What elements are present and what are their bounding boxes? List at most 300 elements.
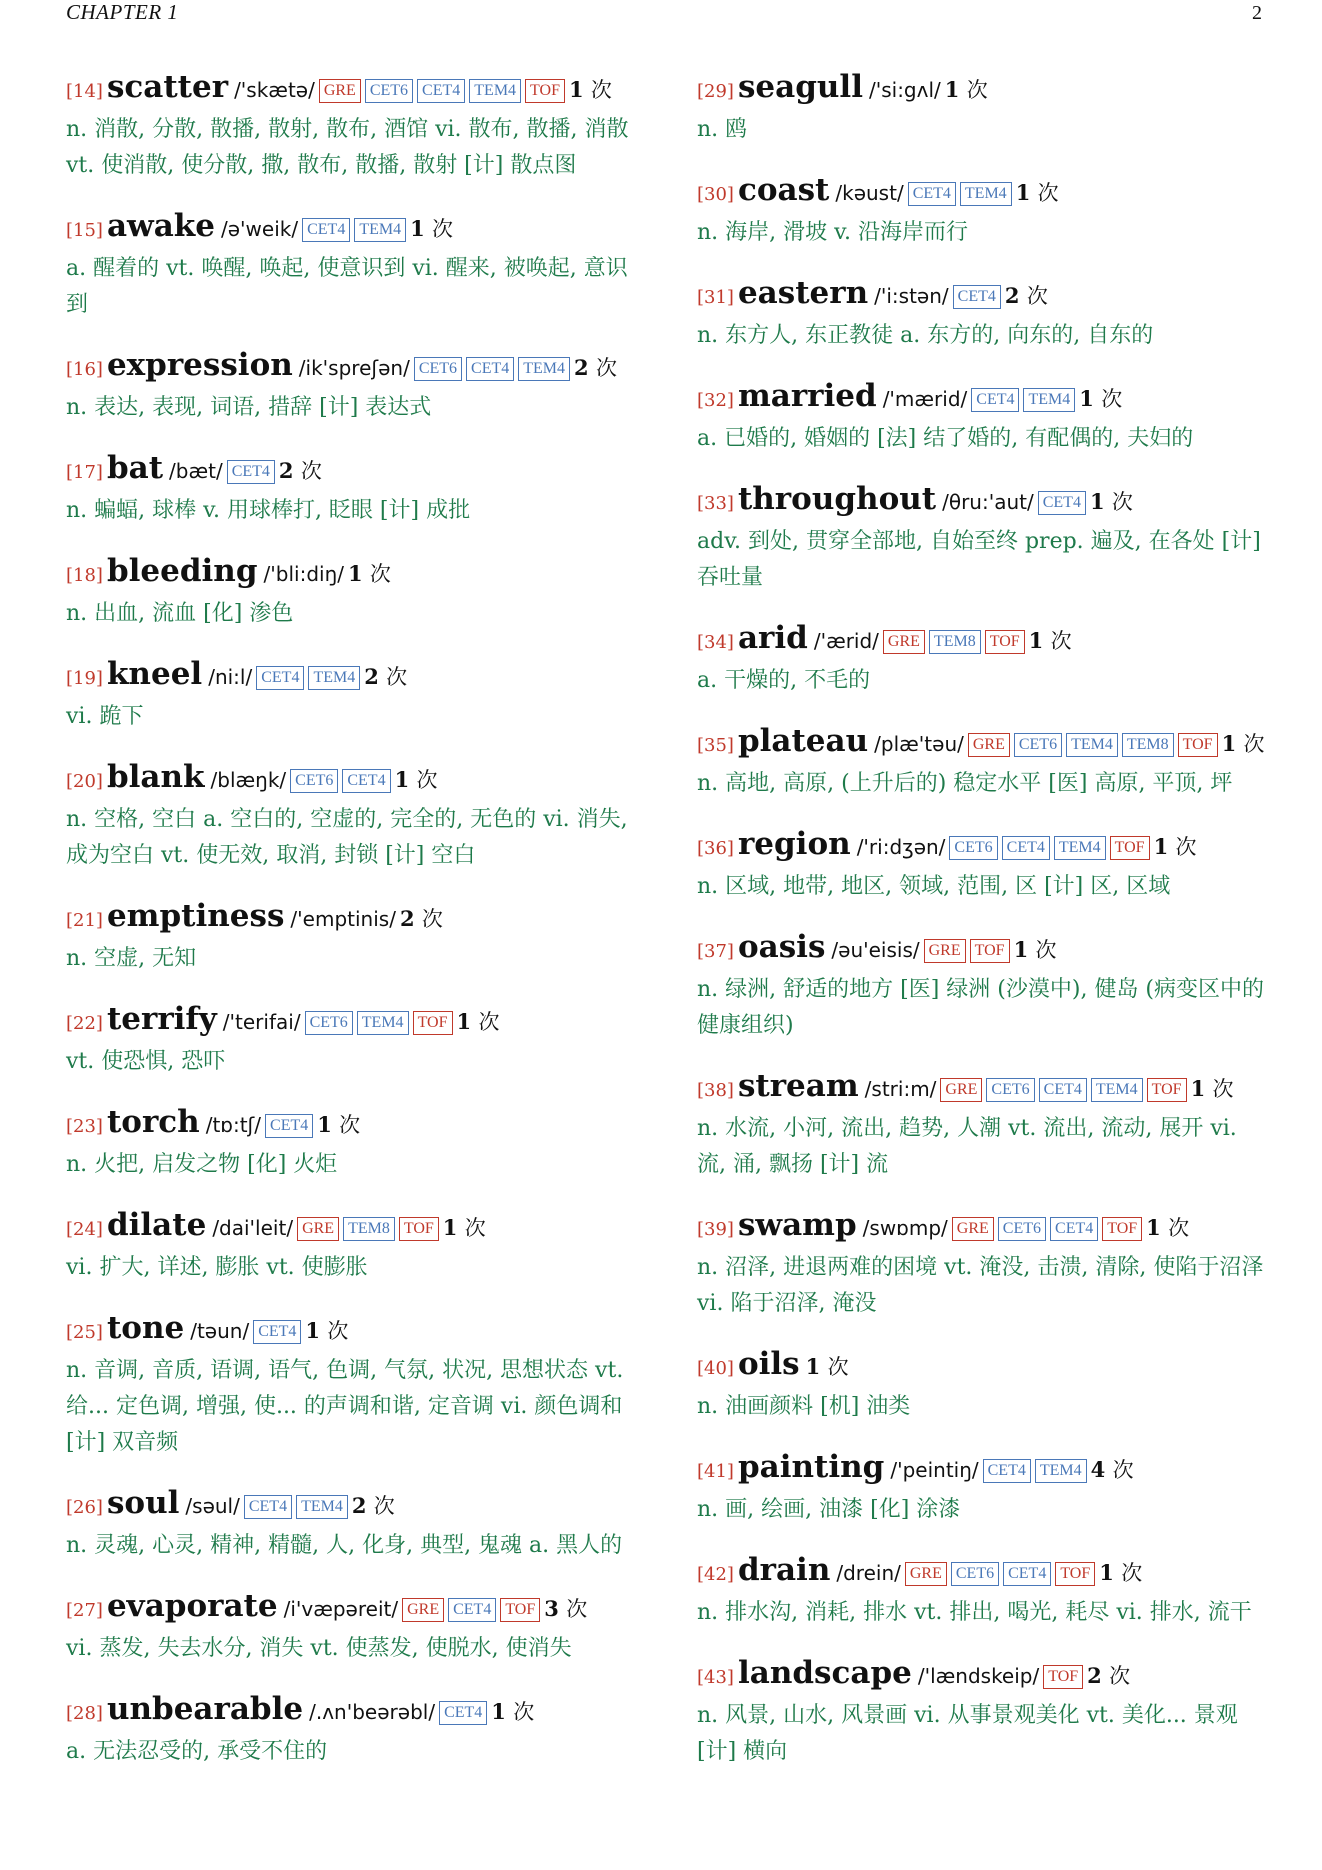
entry-index: [39] [697, 1219, 734, 1240]
entry-index: [35] [697, 735, 734, 756]
entry-index: [31] [697, 287, 734, 308]
exam-tag-badge: CET4 [256, 666, 304, 690]
occurrence-count [1222, 731, 1265, 756]
entry-index: [28] [66, 1703, 103, 1724]
exam-tag-badge: TOF [1147, 1078, 1187, 1102]
count-unit: 次 [432, 217, 454, 241]
count-unit: 次 [464, 1216, 486, 1240]
entry-index: [25] [66, 1322, 103, 1343]
entry-phonetic: /'skætə/ [234, 78, 315, 102]
entry-definition: adv. 到处, 贯穿全部地, 自始至终 prep. 遍及, 在各处 [计] 吞吐量 [697, 529, 1261, 590]
vocab-entry [66, 757, 646, 874]
count-number: 1 [456, 1009, 472, 1034]
occurrence-count [410, 216, 453, 241]
entry-index: [17] [66, 462, 103, 483]
count-number: 1 [442, 1215, 458, 1240]
vocab-entry [66, 67, 646, 184]
count-unit: 次 [1175, 835, 1197, 859]
exam-tag-badge: TOF [1043, 1665, 1083, 1689]
count-number: 1 [1190, 1076, 1206, 1101]
entry-headline [66, 1205, 646, 1250]
exam-tag-badge: TOF [985, 630, 1025, 654]
entry-word: emptiness [106, 898, 285, 934]
vocab-entry [66, 654, 646, 735]
occurrence-count [400, 906, 443, 931]
entry-index: [32] [697, 390, 734, 411]
entry-word: evaporate [106, 1588, 278, 1624]
count-unit: 次 [1212, 1077, 1234, 1101]
count-unit: 次 [386, 665, 408, 689]
exam-tag-badge: TEM4 [1023, 388, 1075, 412]
exam-tag-badge: CET6 [365, 79, 413, 103]
entry-word: region [737, 826, 851, 862]
exam-tag-badge: CET4 [227, 460, 275, 484]
entry-definition: n. 区域, 地带, 地区, 领域, 范围, 区 [计] 区, 区域 [697, 874, 1171, 899]
entry-word: expression [106, 347, 293, 383]
exam-tag-badge: CET6 [414, 357, 462, 381]
vocab-entry [697, 1066, 1269, 1183]
occurrence-count [1154, 834, 1197, 859]
entry-phonetic: /dai'leit/ [212, 1216, 294, 1240]
count-unit: 次 [1111, 490, 1133, 514]
exam-tag-badge: CET4 [417, 79, 465, 103]
left-column [66, 67, 646, 1792]
exam-tag-badge: CET4 [466, 357, 514, 381]
entry-phonetic: /plæ'təu/ [874, 732, 964, 756]
count-unit: 次 [339, 1113, 361, 1137]
count-number: 2 [1004, 283, 1020, 308]
exam-tag-badge: TOF [1055, 1562, 1095, 1586]
exam-tag-badge: GRE [905, 1562, 947, 1586]
entry-word: married [737, 378, 877, 414]
entry-headline [66, 1586, 646, 1631]
occurrence-count [317, 1112, 360, 1137]
entry-definition: n. 风景, 山水, 风景画 vi. 从事景观美化 vt. 美化... 景观 [计] 横向 [697, 1703, 1238, 1764]
count-number: 2 [364, 664, 379, 689]
vocab-entry [697, 479, 1269, 596]
exam-tag-badge: CET6 [998, 1217, 1046, 1241]
entry-index: [29] [697, 81, 734, 102]
entry-index: [18] [66, 565, 103, 586]
entry-word: unbearable [106, 1691, 304, 1727]
entry-word: stream [737, 1068, 859, 1104]
exam-tag-badge: TEM4 [518, 357, 570, 381]
entry-definition: a. 已婚的, 婚姻的 [法] 结了婚的, 有配偶的, 夫妇的 [697, 426, 1194, 451]
entry-index: [23] [66, 1116, 103, 1137]
entry-definition: n. 水流, 小河, 流出, 趋势, 人潮 vt. 流出, 流动, 展开 vi. 流, 涌, 飘扬 [计] 流 [697, 1116, 1237, 1177]
exam-tag-badge: CET4 [342, 769, 390, 793]
entry-headline [66, 999, 646, 1044]
entry-phonetic: /əu'eisis/ [831, 938, 920, 962]
occurrence-count [348, 561, 391, 586]
vocab-entry [697, 273, 1269, 354]
entry-word: oils [737, 1346, 800, 1382]
entry-phonetic: /stri:m/ [864, 1077, 937, 1101]
count-number: 2 [351, 1493, 367, 1518]
entry-definition: a. 醒着的 vt. 唤醒, 唤起, 使意识到 vi. 醒来, 被唤起, 意识到 [66, 256, 628, 317]
entry-index: [40] [697, 1358, 734, 1379]
entry-word: landscape [737, 1655, 912, 1691]
exam-tag-badge: CET4 [971, 388, 1019, 412]
exam-tag-badge: TEM8 [1122, 733, 1174, 757]
entry-word: bleeding [106, 553, 258, 589]
count-number: 2 [278, 458, 294, 483]
vocab-entry [697, 927, 1269, 1044]
entry-word: coast [737, 172, 830, 208]
occurrence-count [569, 77, 612, 102]
count-unit: 次 [827, 1355, 849, 1379]
count-number: 1 [1015, 180, 1031, 205]
entry-phonetic: /.ʌn'beərəbl/ [309, 1700, 436, 1724]
entry-word: bat [106, 450, 164, 486]
count-number: 1 [305, 1318, 321, 1343]
entry-phonetic: /bæt/ [169, 459, 223, 483]
exam-tag-badge: GRE [883, 630, 925, 654]
exam-tag-badge: CET6 [290, 769, 338, 793]
count-number: 1 [394, 767, 410, 792]
entry-phonetic: /'mærid/ [882, 387, 968, 411]
entry-definition: n. 排水沟, 消耗, 排水 vt. 排出, 喝光, 耗尽 vi. 排水, 流干 [697, 1600, 1252, 1625]
entry-phonetic: /'peintiŋ/ [890, 1458, 979, 1482]
occurrence-count [806, 1354, 849, 1379]
entry-index: [24] [66, 1219, 103, 1240]
entry-definition: n. 灵魂, 心灵, 精神, 精髓, 人, 化身, 典型, 鬼魂 a. 黑人的 [66, 1533, 623, 1558]
count-number: 1 [1013, 937, 1029, 962]
exam-tag-badge: CET6 [1014, 733, 1062, 757]
entry-definition: n. 油画颜料 [机] 油类 [697, 1394, 911, 1419]
vocab-entry [697, 1550, 1269, 1631]
entry-index: [21] [66, 910, 103, 931]
exam-tag-badge: TOF [399, 1217, 439, 1241]
exam-tag-badge: TEM4 [1091, 1078, 1143, 1102]
vocab-entry [66, 448, 646, 529]
entry-index: [26] [66, 1497, 103, 1518]
exam-tag-badge: CET6 [305, 1011, 353, 1035]
exam-tag-badge: CET4 [448, 1598, 496, 1622]
entry-word: seagull [737, 69, 863, 105]
entry-headline [66, 1102, 646, 1147]
vocab-entry [66, 999, 646, 1080]
entry-headline [697, 67, 1269, 112]
entry-headline [66, 1689, 646, 1734]
entry-index: [19] [66, 668, 103, 689]
exam-tag-badge: TEM8 [929, 630, 981, 654]
entry-phonetic: /i'væpəreit/ [283, 1597, 399, 1621]
entry-word: eastern [737, 275, 869, 311]
count-unit: 次 [1026, 284, 1048, 308]
count-unit: 次 [513, 1700, 535, 1724]
count-number: 1 [1089, 489, 1105, 514]
count-number: 4 [1090, 1457, 1106, 1482]
exam-tag-badge: CET6 [951, 1562, 999, 1586]
vocab-entry [697, 1653, 1269, 1770]
vocab-entry [66, 1205, 646, 1286]
exam-tag-badge: TEM4 [1054, 836, 1106, 860]
entry-definition: vi. 扩大, 详述, 膨胀 vt. 使膨胀 [66, 1255, 368, 1280]
entry-definition: n. 东方人, 东正教徒 a. 东方的, 向东的, 自东的 [697, 323, 1154, 348]
entry-definition: n. 空格, 空白 a. 空白的, 空虚的, 完全的, 无色的 vi. 消失, 成为空白 vt. 使无效, 取消, 封锁 [计] 空白 [66, 807, 628, 868]
exam-tag-badge: TEM4 [469, 79, 521, 103]
entry-phonetic: /'ri:dʒən/ [856, 835, 946, 859]
count-unit: 次 [966, 78, 988, 102]
exam-tag-badge: TOF [1102, 1217, 1142, 1241]
vocab-entry [66, 206, 646, 323]
count-unit: 次 [1168, 1216, 1190, 1240]
entry-definition: vi. 蒸发, 失去水分, 消失 vt. 使蒸发, 使脱水, 使消失 [66, 1636, 572, 1661]
entry-headline [66, 757, 646, 802]
vocab-entry [697, 824, 1269, 905]
vocab-entry [66, 1483, 646, 1564]
vocab-entry [697, 67, 1269, 148]
exam-tag-badge: CET4 [1050, 1217, 1098, 1241]
occurrence-count [1091, 1457, 1134, 1482]
entry-word: tone [106, 1310, 185, 1346]
entry-phonetic: /'lændskeip/ [917, 1664, 1040, 1688]
entry-definition: n. 消散, 分散, 散播, 散射, 散布, 酒馆 vi. 散布, 散播, 消散 vt. 使消散, 使分散, 撒, 散布, 散播, 散射 [计] 散点图 [66, 117, 629, 178]
vocab-entry [66, 551, 646, 632]
entry-index: [43] [697, 1667, 734, 1688]
exam-tag-badge: TEM4 [308, 666, 360, 690]
entry-headline [66, 896, 646, 941]
entry-index: [38] [697, 1080, 734, 1101]
count-unit: 次 [1121, 1561, 1143, 1585]
count-number: 1 [1221, 731, 1237, 756]
exam-tag-badge: TEM8 [343, 1217, 395, 1241]
exam-tag-badge: TEM4 [357, 1011, 409, 1035]
entry-headline [697, 1653, 1269, 1698]
entry-phonetic: /'si:gʌl/ [868, 78, 941, 102]
exam-tag-badge: GRE [297, 1217, 339, 1241]
entry-headline [697, 721, 1269, 766]
entry-headline [66, 551, 646, 596]
entry-definition: n. 空虚, 无知 [66, 946, 197, 971]
entry-definition: n. 蝙蝠, 球棒 v. 用球棒打, 眨眼 [计] 成批 [66, 498, 471, 523]
occurrence-count [279, 458, 322, 483]
count-unit: 次 [369, 562, 391, 586]
occurrence-count [395, 767, 438, 792]
entry-definition: n. 高地, 高原, (上升后的) 稳定水平 [医] 高原, 平顶, 坪 [697, 771, 1233, 796]
exam-tag-badge: TEM4 [960, 182, 1012, 206]
entry-phonetic: /ik'spreʃən/ [298, 356, 410, 380]
exam-tag-badge: TOF [413, 1011, 453, 1035]
count-unit: 次 [1243, 732, 1265, 756]
count-number: 1 [491, 1699, 506, 1724]
entry-headline [66, 206, 646, 251]
exam-tag-badge: GRE [952, 1217, 994, 1241]
entry-headline [697, 1066, 1269, 1111]
occurrence-count [1014, 937, 1057, 962]
count-unit: 次 [1037, 181, 1059, 205]
occurrence-count [1005, 283, 1048, 308]
count-number: 1 [1079, 386, 1094, 411]
entry-headline [697, 479, 1269, 524]
count-unit: 次 [478, 1010, 500, 1034]
count-unit: 次 [1050, 629, 1072, 653]
entry-phonetic: /'i:stən/ [874, 284, 949, 308]
vocab-entry [697, 170, 1269, 251]
occurrence-count [352, 1493, 395, 1518]
entry-index: [20] [66, 771, 103, 792]
occurrence-count [443, 1215, 486, 1240]
entry-index: [16] [66, 359, 103, 380]
entry-phonetic: /tɒ:tʃ/ [205, 1113, 262, 1137]
occurrence-count [1099, 1560, 1142, 1585]
entry-word: kneel [106, 656, 203, 692]
entry-definition: a. 干燥的, 不毛的 [697, 668, 871, 693]
exam-tag-badge: CET4 [1038, 491, 1086, 515]
exam-tag-badge: TEM4 [1035, 1459, 1087, 1483]
entry-phonetic: /θru:'aut/ [942, 490, 1034, 514]
occurrence-count [1016, 180, 1059, 205]
occurrence-count [305, 1318, 348, 1343]
vocab-entry [66, 1102, 646, 1183]
count-unit: 次 [1112, 1458, 1134, 1482]
entry-headline [697, 273, 1269, 318]
count-number: 1 [944, 77, 960, 102]
entry-definition: vt. 使恐惧, 恐吓 [66, 1049, 226, 1074]
entry-word: torch [106, 1104, 200, 1140]
entry-index: [36] [697, 838, 734, 859]
entry-index: [41] [697, 1461, 734, 1482]
count-number: 1 [410, 216, 425, 241]
entry-headline [66, 1483, 646, 1528]
entry-index: [30] [697, 184, 734, 205]
entry-phonetic: /drein/ [836, 1561, 901, 1585]
entry-definition: a. 无法忍受的, 承受不住的 [66, 1739, 328, 1764]
count-number: 3 [544, 1596, 559, 1621]
count-unit: 次 [590, 78, 612, 102]
entry-word: swamp [737, 1207, 857, 1243]
exam-tag-badge: CET4 [302, 218, 350, 242]
exam-tag-badge: TOF [1178, 733, 1218, 757]
exam-tag-badge: CET4 [1039, 1078, 1087, 1102]
entry-index: [22] [66, 1013, 103, 1034]
exam-tag-badge: CET4 [1003, 1562, 1051, 1586]
entry-headline [697, 927, 1269, 972]
entry-headline [697, 618, 1269, 663]
entry-phonetic: /swɒmp/ [862, 1216, 948, 1240]
count-number: 2 [574, 355, 589, 380]
exam-tag-badge: CET4 [953, 285, 1001, 309]
entry-definition: n. 火把, 启发之物 [化] 火炬 [66, 1152, 338, 1177]
exam-tag-badge: CET6 [986, 1078, 1034, 1102]
exam-tag-badge: CET4 [908, 182, 956, 206]
entry-headline [697, 1344, 1269, 1389]
entry-headline [66, 448, 646, 493]
entry-headline [697, 376, 1269, 421]
exam-tag-badge: TEM4 [1066, 733, 1118, 757]
right-column [697, 67, 1269, 1792]
page-number: 2 [1252, 2, 1262, 24]
vocab-entry [697, 1447, 1269, 1528]
entry-phonetic: /'emptinis/ [290, 907, 396, 931]
occurrence-count [945, 77, 988, 102]
entry-definition: n. 出血, 流血 [化] 渗色 [66, 601, 294, 626]
count-unit: 次 [416, 768, 438, 792]
count-unit: 次 [421, 907, 443, 931]
count-unit: 次 [373, 1494, 395, 1518]
entry-word: plateau [737, 723, 869, 759]
count-number: 1 [1099, 1560, 1114, 1585]
exam-tag-badge: CET4 [244, 1495, 292, 1519]
entry-headline [697, 1205, 1269, 1250]
entry-phonetic: /'terifai/ [222, 1010, 301, 1034]
entry-word: dilate [106, 1207, 207, 1243]
entry-definition: n. 绿洲, 舒适的地方 [医] 绿洲 (沙漠中), 健岛 (病变区中的健康组织) [697, 977, 1265, 1038]
count-number: 1 [568, 77, 584, 102]
entry-headline [66, 67, 646, 112]
entry-definition: n. 海岸, 滑坡 v. 沿海岸而行 [697, 220, 968, 245]
entry-headline [66, 345, 646, 390]
exam-tag-badge: TEM4 [354, 218, 406, 242]
entry-definition: n. 沼泽, 进退两难的困境 vt. 淹没, 击溃, 清除, 使陷于沼泽 vi. 陷于沼泽, 淹没 [697, 1255, 1264, 1316]
entry-definition: vi. 跪下 [66, 704, 144, 729]
occurrence-count [1029, 628, 1072, 653]
exam-tag-badge: GRE [924, 939, 966, 963]
vocab-entry [697, 721, 1269, 802]
entry-headline [697, 1447, 1269, 1492]
vocab-entry [66, 896, 646, 977]
entry-definition: n. 画, 绘画, 油漆 [化] 涂漆 [697, 1497, 961, 1522]
entry-word: terrify [106, 1001, 217, 1037]
count-unit: 次 [566, 1597, 588, 1621]
vocab-entry [66, 1308, 646, 1461]
vocab-entry [66, 345, 646, 426]
exam-tag-badge: TEM4 [296, 1495, 348, 1519]
entry-index: [14] [66, 81, 103, 102]
occurrence-count [491, 1699, 534, 1724]
count-number: 2 [1087, 1663, 1102, 1688]
count-number: 2 [399, 906, 415, 931]
entry-word: oasis [737, 929, 826, 965]
entry-headline [697, 824, 1269, 869]
entry-index: [15] [66, 220, 103, 241]
entry-word: drain [737, 1552, 831, 1588]
occurrence-count [1079, 386, 1122, 411]
exam-tag-badge: TOF [525, 79, 565, 103]
exam-tag-badge: GRE [319, 79, 361, 103]
occurrence-count [1087, 1663, 1130, 1688]
entry-word: soul [106, 1485, 180, 1521]
count-unit: 次 [300, 459, 322, 483]
entry-word: throughout [737, 481, 937, 517]
exam-tag-badge: GRE [402, 1598, 444, 1622]
chapter-header: CHAPTER 1 [66, 0, 179, 24]
exam-tag-badge: TOF [970, 939, 1010, 963]
exam-tag-badge: CET4 [1002, 836, 1050, 860]
entry-headline [66, 1308, 646, 1353]
entry-phonetic: /'ærid/ [813, 629, 879, 653]
count-number: 1 [317, 1112, 332, 1137]
entry-index: [33] [697, 493, 734, 514]
exam-tag-badge: CET4 [983, 1459, 1031, 1483]
count-number: 1 [1153, 834, 1169, 859]
exam-tag-badge: CET4 [253, 1320, 301, 1344]
occurrence-count [1090, 489, 1133, 514]
entry-index: [34] [697, 632, 734, 653]
exam-tag-badge: TOF [500, 1598, 540, 1622]
entry-word: blank [106, 759, 205, 795]
entry-phonetic: /'bli:diŋ/ [263, 562, 344, 586]
occurrence-count [1146, 1215, 1189, 1240]
entry-word: scatter [106, 69, 229, 105]
occurrence-count [574, 355, 617, 380]
occurrence-count [1191, 1076, 1234, 1101]
entry-headline [66, 654, 646, 699]
vocab-entry [66, 1586, 646, 1667]
entry-phonetic: /blæŋk/ [210, 768, 287, 792]
entry-definition: n. 音调, 音质, 语调, 语气, 色调, 气氛, 状况, 思想状态 vt. 给... 定色调, 增强, 使... 的声调和谐, 定音调 vi. 颜色调和 [计] 双音频 [66, 1358, 624, 1455]
